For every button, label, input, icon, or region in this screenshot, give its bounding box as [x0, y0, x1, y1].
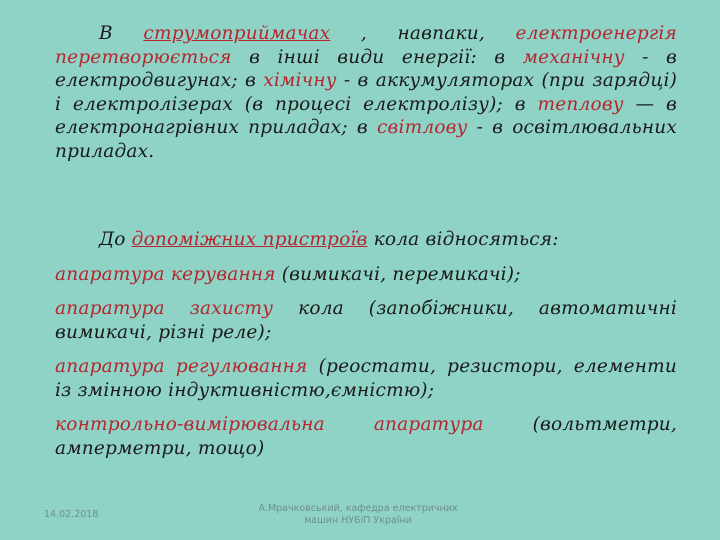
text-segment: В — [99, 23, 144, 44]
item-term: апаратура захисту — [55, 298, 274, 319]
list-item-regulation — [55, 355, 677, 402]
term-chemical: хімічну — [263, 70, 337, 91]
item-term: контрольно-вимірювальна апаратура — [55, 414, 484, 435]
text-segment: — в електронагрівних приладах; в — [55, 93, 677, 138]
list-item-measurement — [55, 413, 677, 460]
term-auxiliary-devices: допоміжних пристроїв — [131, 229, 368, 250]
footer-date: 14.02.2018 — [44, 509, 99, 520]
item-text: (вольтметри, амперметри, тощо) — [55, 414, 677, 459]
text-segment: кола відносяться: — [367, 229, 559, 250]
term-energy-conversion: електроенергія перетворюється — [55, 23, 677, 68]
paragraph-consumers — [55, 22, 677, 163]
text-segment: в інші види енергії: в — [231, 46, 523, 68]
text-segment: , навпаки, — [330, 23, 516, 44]
paragraph-auxiliary-devices — [55, 228, 677, 460]
paragraph-intro — [55, 228, 677, 252]
list-item-control — [55, 263, 677, 287]
item-text: (реостати, резистори, елементи із змінною індуктивністю,ємністю); — [55, 356, 677, 401]
footer-author: А.Мрачковський, кафедра електричних машин НУБіП України — [258, 503, 458, 526]
item-text: кола (запобіжники, автоматичні вимикачі, різні реле); — [55, 298, 677, 343]
item-text: (вимикачі, перемикачі); — [275, 263, 521, 285]
text-segment: - в аккумуляторах (при зарядці) і електролізерах (в процесі електролізу); в — [55, 70, 677, 115]
list-item-protection — [55, 297, 677, 344]
term-mechanical: механічну — [522, 46, 625, 68]
text-segment: - в електродвигунах; в — [55, 46, 677, 91]
term-consumers: струмоприймачах — [143, 23, 331, 44]
item-term: апаратура керування — [55, 263, 276, 285]
term-thermal: теплову — [537, 93, 624, 115]
text-segment: До — [99, 229, 132, 250]
term-light: світлову — [376, 117, 468, 138]
text-segment: - в освітлювальних приладах. — [55, 117, 677, 162]
item-term: апаратура регулювання — [55, 356, 308, 377]
